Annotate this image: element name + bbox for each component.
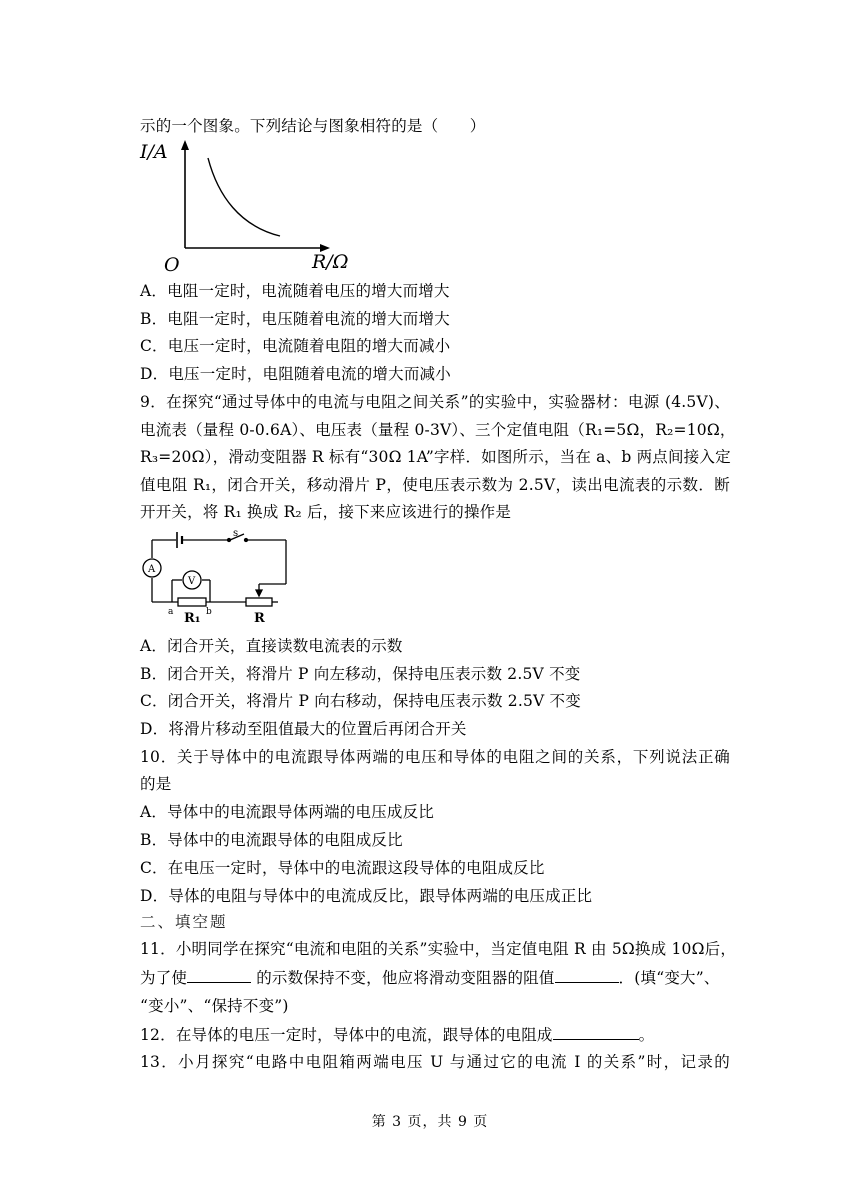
q9-option-d: D．将滑片移动至阻值最大的位置后再闭合开关 (140, 720, 467, 738)
q9-option-c: C．闭合开关，将滑片 P 向右移动，保持电压表示数 2.5V 不变 (140, 692, 581, 710)
point-a-label: a (168, 607, 174, 617)
q11-line-1: 11．小明同学在探究“电流和电阻的关系”实验中，当定值电阻 R 由 5Ω换成 10Ω后， (140, 940, 737, 958)
graph-y-arrow (181, 140, 189, 150)
q12-line (140, 1025, 654, 1045)
voltmeter-label: V (188, 576, 196, 587)
q8-option-b: B．电阻一定时，电压随着电流的增大而增大 (140, 310, 450, 328)
q9-line-2: 电流表（量程 0-0.6A）、电压表（量程 0-3V）、三个定值电阻（R₁=5Ω，R₂=10Ω， (140, 421, 736, 439)
q10-option-c: C．在电压一定时，导体中的电流跟这段导体的电阻成反比 (140, 859, 545, 877)
graph-curve (208, 158, 280, 236)
q9-line-1: 9．在探究“通过导体中的电流与电阻之间关系”的实验中，实验器材：电源 (4.5V)、 (140, 393, 730, 411)
q11-text-3: ．(填“变大”、 (618, 969, 720, 987)
switch-label: s (233, 528, 239, 539)
q11-text-1: 为了使 (140, 969, 188, 987)
q10-line-2: 的是 (140, 775, 172, 793)
q8-option-a: A．电阻一定时，电流随着电压的增大而增大 (140, 282, 450, 300)
q12-blank[interactable] (553, 1025, 639, 1040)
r-label: R (254, 611, 265, 626)
current-resistance-graph (140, 136, 349, 276)
graph-origin-label: O (164, 254, 180, 276)
q8-option-c: C．电压一定时，电流随着电阻的增大而减小 (140, 337, 451, 355)
point-b-label: b (206, 607, 212, 617)
q9-line-4: 值电阻 R₁，闭合开关，移动滑片 P，使电压表示数为 2.5V，读出电流表的示数．断 (140, 476, 730, 494)
q9-option-a: A．闭合开关，直接读数电流表的示数 (140, 637, 403, 655)
q10-line-1: 10．关于导体中的电流跟导体两端的电压和导体的电阻之间的关系，下列说法正确 (140, 748, 730, 766)
q11-line-3: “变小”、“保持不变”) (140, 997, 289, 1015)
q8-option-d: D．电压一定时，电阻随着电流的增大而减小 (140, 365, 451, 383)
ammeter-label: A (148, 564, 156, 575)
question-8-stem-tail: 示的一个图象。下列结论与图象相符的是（ ） (140, 117, 486, 135)
circuit-diagram (140, 528, 300, 628)
graph-y-label: I/A (140, 141, 168, 163)
r1-label: R₁ (184, 611, 201, 626)
q9-line-5: 开开关，将 R₁ 换成 R₂ 后，接下来应该进行的操作是 (140, 503, 512, 521)
q11-line-2 (140, 968, 720, 988)
slider-arrow (256, 590, 262, 596)
resistor-r1 (178, 598, 206, 606)
graph-x-label: R/Ω (312, 251, 349, 273)
q11-text-2: 的示数保持不变，他应将滑动变阻器的阻值 (251, 969, 555, 987)
section-title: 二、填空题 (140, 913, 228, 931)
q10-option-b: B．导体中的电流跟导体的电阻成反比 (140, 831, 403, 849)
rheostat-r (246, 598, 272, 606)
q12-text: 12．在导体的电压一定时，导体中的电流，跟导体的电阻成 (140, 1026, 553, 1044)
q12-end: 。 (638, 1026, 655, 1044)
q13-line-1: 13．小月探究“电路中电阻箱两端电压 U 与通过它的电流 I 的关系”时，记录的 (140, 1053, 730, 1071)
q10-option-d: D．导体的电阻与导体中的电流成反比，跟导体两端的电压成正比 (140, 887, 593, 905)
q9-line-3: R₃=20Ω），滑动变阻器 R 标有“30Ω 1A”字样．如图所示，当在 a、b 两点间接入定 (140, 448, 731, 466)
page-footer: 第 3 页，共 9 页 (371, 1114, 489, 1130)
q11-blank-1[interactable] (187, 968, 251, 983)
q9-option-b: B．闭合开关，将滑片 P 向左移动，保持电压表示数 2.5V 不变 (140, 665, 581, 683)
q11-blank-2[interactable] (555, 968, 619, 983)
q10-option-a: A．导体中的电流跟导体两端的电压成反比 (140, 803, 434, 821)
